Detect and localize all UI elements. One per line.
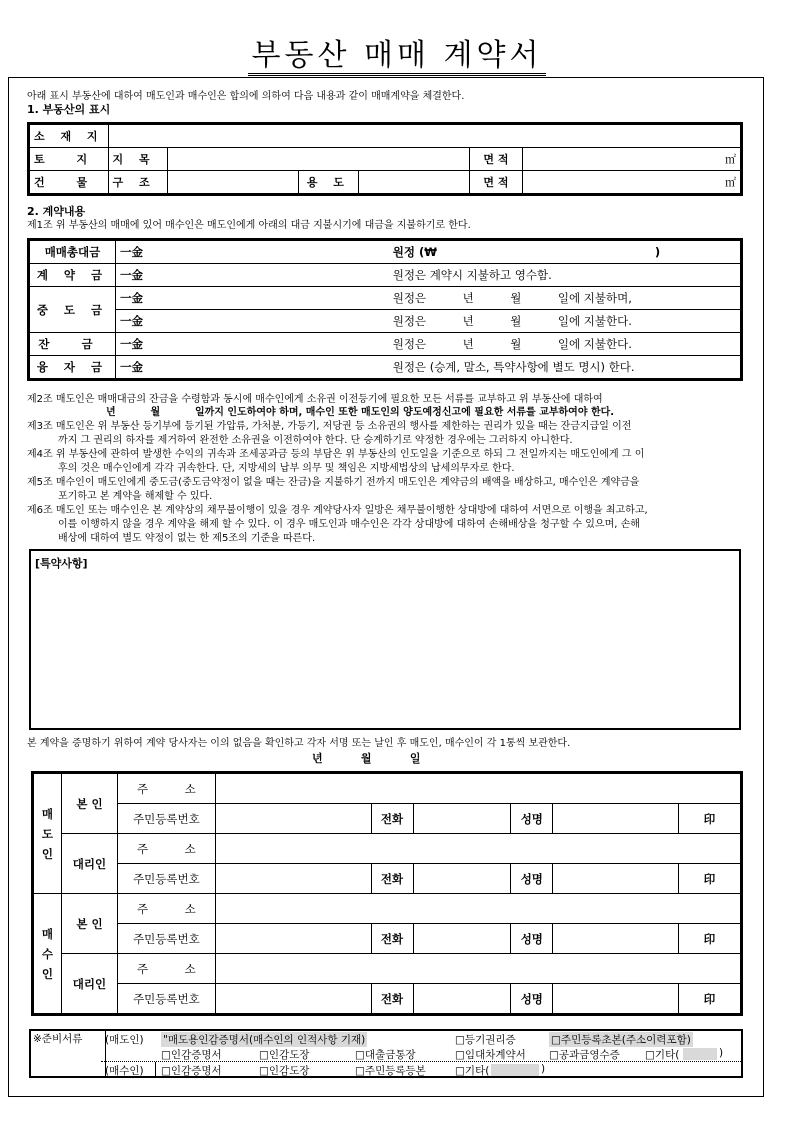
seller-agent-id-label: 주민등록번호 (117, 864, 215, 894)
seller-name-value[interactable] (553, 804, 679, 834)
buyer-id-label: 주민등록번호 (117, 924, 215, 954)
seller-agent-phone-label: 전화 (371, 864, 413, 894)
seller-id-row (34, 804, 741, 834)
total-price-suffix: 원정 (₩ ) (389, 241, 741, 264)
seller-agent-id-row (34, 864, 741, 894)
doc-buyer-seal-stamp[interactable]: □인감도장 (259, 1065, 310, 1077)
article-5-line-1: 제5조 매수인이 매도인에게 중도금(중도금약정이 없을 때는 잔금)을 지불하기 전까지 매도인은 계약금의 배액을 배상하고, 매수인은 계약금을 (27, 477, 640, 488)
buyer-agent-address-row (34, 954, 741, 984)
building-area-value[interactable]: ㎡ (523, 171, 741, 194)
land-type-value[interactable] (168, 148, 469, 171)
total-price-row (30, 241, 741, 264)
buyer-agent-name-value[interactable] (553, 984, 679, 1014)
contract-date[interactable]: 년 월 일 (312, 752, 421, 765)
seller-phone-label: 전화 (371, 804, 413, 834)
doc-loan-passbook[interactable]: □대출금통장 (355, 1049, 416, 1061)
seller-seal[interactable]: 印 (679, 804, 741, 834)
buyer-agent-label: 대리인 (61, 954, 117, 1014)
doc-other-close: ) (719, 1047, 724, 1059)
middle-payment-row-2 (30, 310, 741, 333)
building-area-label: 면 적 (469, 171, 523, 194)
land-area-value[interactable]: ㎡ (523, 148, 741, 171)
special-terms-label: [특약사항] (35, 557, 88, 570)
buyer-agent-id-value[interactable] (215, 984, 371, 1014)
doc-seal-certificate[interactable]: □인감증명서 (161, 1049, 222, 1061)
doc-other[interactable]: □기타( (645, 1049, 680, 1061)
article-6-line-1: 제6조 매도인 또는 매수인은 본 계약상의 채무불이행이 있을 경우 계약당사자 일방은 채무불이행한 상대방에 대하여 서면으로 이행을 최고하고, (27, 505, 648, 516)
buyer-name-label: 성명 (511, 924, 553, 954)
deposit-prefix[interactable]: 一金 (115, 264, 388, 287)
documents-divider (155, 1062, 156, 1076)
loan-label: 융 자 금 (30, 356, 116, 379)
seller-principal-label: 본 인 (61, 774, 117, 834)
total-price-prefix[interactable]: 一金 (115, 241, 388, 264)
document-title: 부동산 매매 계약서 (0, 30, 794, 74)
seller-id-label: 주민등록번호 (117, 804, 215, 834)
seller-agent-phone-value[interactable] (413, 864, 511, 894)
building-row (30, 171, 741, 194)
buyer-seal[interactable]: 印 (679, 924, 741, 954)
buyer-agent-id-label: 주민등록번호 (117, 984, 215, 1014)
article-2-line-2: 년 월 일까지 인도하여야 하며, 매수인 또한 매도인의 양도예정신고에 필요한 서류를 교부하여야 한다. (106, 407, 615, 418)
buyer-address-row (34, 894, 741, 924)
property-table (29, 124, 741, 194)
seller-label: 매 도 인 (34, 774, 62, 894)
article-2-line-1: 제2조 매도인은 매매대금의 잔금을 수령함과 동시에 매수인에게 소유권 이전등기에 필요한 모든 서류를 교부하고 위 부동산에 대하여 (27, 394, 603, 405)
middle-payment-prefix-1[interactable]: 一金 (115, 287, 388, 310)
article-6-line-3: 배상에 대하여 별도 약정이 없는 한 제5조의 기준을 따른다. (58, 533, 316, 544)
section-contract-heading: 2. 계약내용 (27, 205, 86, 218)
buyer-label: 매 수 인 (34, 894, 62, 1014)
building-label: 건 물 (30, 171, 109, 194)
balance-row (30, 333, 741, 356)
use-value[interactable] (358, 171, 469, 194)
total-price-label: 매매총대금 (30, 241, 116, 264)
seller-address-row (34, 774, 741, 804)
article-3-line-1: 제3조 매도인은 위 부동산 등기부에 등기된 가압류, 가처분, 가등기, 저당권 등 소유권의 행사를 제한하는 권리가 있을 때는 잔금지급일 이전 (27, 421, 632, 432)
seller-agent-seal[interactable]: 印 (679, 864, 741, 894)
documents-label: ※준비서류 (31, 1031, 106, 1076)
special-terms-box[interactable] (29, 549, 741, 730)
documents-seller-tag: (매도인) (105, 1034, 144, 1046)
article-4-line-1: 제4조 위 부동산에 관하여 발생한 수익의 귀속과 조세공과금 등의 부담은 위 부동산의 인도일을 기준으로 하되 그 전일까지는 매도인에게 그 이 (27, 449, 645, 460)
buyer-agent-seal[interactable]: 印 (679, 984, 741, 1014)
intro-text: 아래 표시 부동산에 대하여 매도인과 매수인은 합의에 의하여 다음 내용과 같이 매매계약을 체결한다. (27, 91, 465, 102)
seller-agent-label: 대리인 (61, 834, 117, 894)
location-value[interactable] (108, 125, 740, 148)
buyer-id-row (34, 924, 741, 954)
middle-payment-label: 중 도 금 (30, 287, 116, 333)
balance-prefix[interactable]: 一金 (115, 333, 388, 356)
location-label: 소 재 지 (30, 125, 109, 148)
seller-name-label: 성명 (511, 804, 553, 834)
seller-agent-address-label: 주 소 (117, 834, 215, 864)
doc-seal-stamp[interactable]: □인감도장 (259, 1049, 310, 1061)
seller-address-label: 주 소 (117, 774, 215, 804)
seller-agent-name-value[interactable] (553, 864, 679, 894)
buyer-agent-name-label: 성명 (511, 984, 553, 1014)
buyer-phone-label: 전화 (371, 924, 413, 954)
parties-table (33, 773, 741, 1014)
deposit-label: 계 약 금 (30, 264, 116, 287)
article-4-line-2: 후의 것은 매수인에게 각각 귀속한다. 단, 지방세의 납부 의무 및 책임은 지방세법상의 납세의무자로 한다. (58, 463, 515, 474)
article-1: 제1조 위 부동산의 매매에 있어 매수인은 매도인에게 아래의 대금 지불시기에 대금을 지불하기로 한다. (27, 220, 471, 231)
article-6-line-2: 이를 이행하지 않을 경우 계약을 해제 할 수 있다. 이 경우 매도인과 매수인은 각각 상대방에 대하여 손해배상을 청구할 수 있으며, 손해 (58, 519, 640, 530)
article-3-line-2: 까지 그 권리의 하자를 제거하여 완전한 소유권을 이전하여야 한다. 단 승계하기로 약정한 경우에는 그러하지 아니한다. (58, 435, 573, 446)
doc-buyer-other[interactable]: □기타( (455, 1065, 490, 1077)
buyer-principal-label: 본 인 (61, 894, 117, 954)
land-row (30, 148, 741, 171)
doc-lease-contract[interactable]: □임대차계약서 (455, 1049, 526, 1061)
doc-resident-copy[interactable]: □주민등록등본 (355, 1065, 426, 1077)
payment-table (29, 240, 741, 379)
middle-payment-prefix-2[interactable]: 一金 (115, 310, 388, 333)
land-label: 토 지 (30, 148, 109, 171)
loan-prefix[interactable]: 一金 (115, 356, 388, 379)
seller-agent-address-value[interactable] (215, 834, 740, 864)
seller-agent-name-label: 성명 (511, 864, 553, 894)
seller-phone-value[interactable] (413, 804, 511, 834)
deposit-text: 원정은 계약시 지불하고 영수함. (389, 264, 741, 287)
buyer-agent-phone-label: 전화 (371, 984, 413, 1014)
balance-text: 원정은 년 월 일에 지불한다. (389, 333, 741, 356)
documents-buyer-tag: (매수인) (105, 1065, 144, 1077)
seller-id-value[interactable] (215, 804, 371, 834)
doc-other-field[interactable] (683, 1048, 717, 1060)
structure-value[interactable] (168, 171, 299, 194)
section-property-heading: 1. 부동산의 표시 (27, 103, 111, 116)
loan-row (30, 356, 741, 379)
buyer-id-value[interactable] (215, 924, 371, 954)
article-5-line-2: 포기하고 본 계약을 해제할 수 있다. (58, 491, 213, 502)
deposit-row (30, 264, 741, 287)
doc-utility-receipt[interactable]: □공과금영수증 (549, 1049, 620, 1061)
structure-label: 구 조 (108, 171, 168, 194)
documents-box (29, 1029, 743, 1078)
buyer-agent-address-value[interactable] (215, 954, 740, 984)
balance-label: 잔 금 (30, 333, 116, 356)
buyer-address-label: 주 소 (117, 894, 215, 924)
seller-agent-address-row (34, 834, 741, 864)
middle-payment-text-2: 원정은 년 월 일에 지불한다. (389, 310, 741, 333)
doc-resident-abstract[interactable]: □주민등록초본(주소이력포함) (551, 1034, 691, 1046)
buyer-agent-phone-value[interactable] (413, 984, 511, 1014)
closing-statement: 본 계약을 증명하기 위하여 계약 당사자는 이의 없음을 확인하고 각자 서명 또는 날인 후 매도인, 매수인이 각 1통씩 보관한다. (27, 738, 571, 749)
land-type-label: 지 목 (108, 148, 168, 171)
land-area-label: 면 적 (469, 148, 523, 171)
doc-title-deed[interactable]: □등기권리증 (455, 1034, 516, 1046)
middle-payment-text-1: 원정은 년 월 일에 지불하며, (389, 287, 741, 310)
doc-buyer-other-close: ) (541, 1063, 546, 1075)
middle-payment-row-1 (30, 287, 741, 310)
doc-buyer-seal-certificate[interactable]: □인감증명서 (161, 1065, 222, 1077)
buyer-agent-address-label: 주 소 (117, 954, 215, 984)
doc-seller-certificate: "매도용인감증명서(매수인의 인적사항 기재) (163, 1034, 366, 1046)
loan-text: 원정은 (승계, 말소, 특약사항에 별도 명시) 한다. (389, 356, 741, 379)
doc-buyer-other-field[interactable] (491, 1064, 539, 1076)
use-label: 용 도 (298, 171, 358, 194)
seller-agent-id-value[interactable] (215, 864, 371, 894)
buyer-agent-id-row (34, 984, 741, 1014)
buyer-address-value[interactable] (215, 894, 740, 924)
location-row (30, 125, 741, 148)
buyer-phone-value[interactable] (413, 924, 511, 954)
buyer-name-value[interactable] (553, 924, 679, 954)
seller-address-value[interactable] (215, 774, 740, 804)
